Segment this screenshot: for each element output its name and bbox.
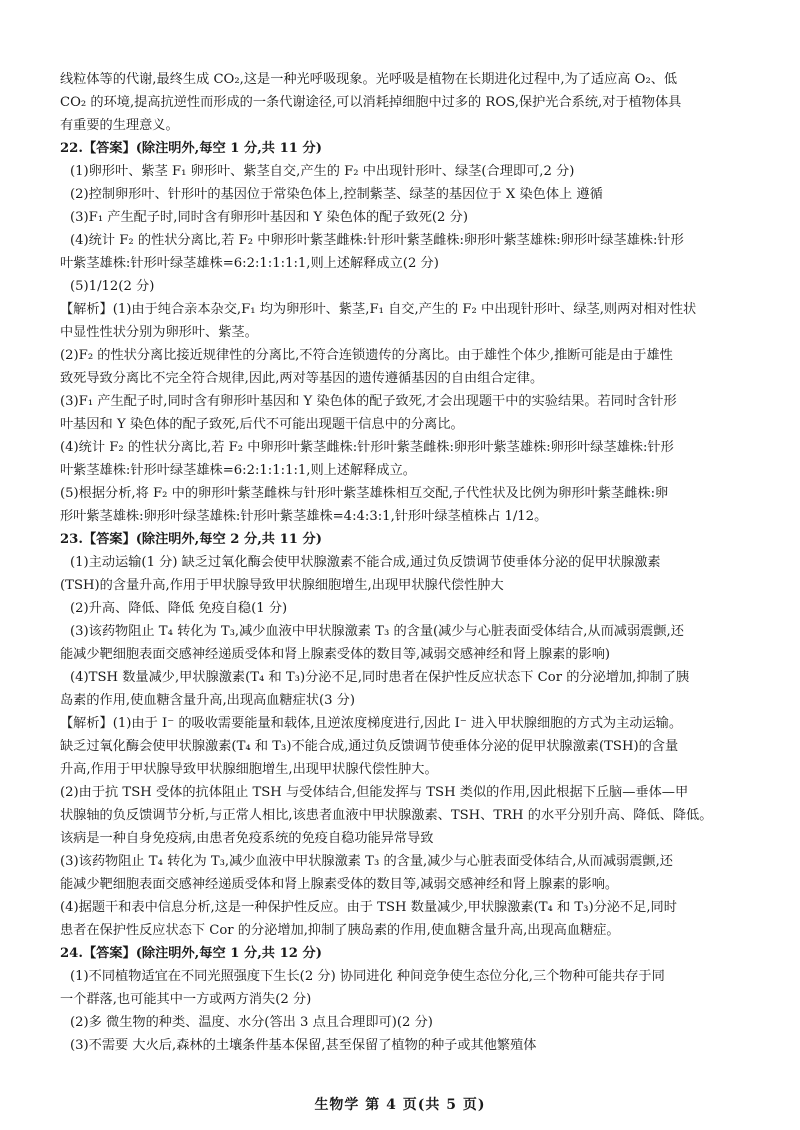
question-24-heading: 24.【答案】(除注明外,每空 1 分,共 12 分)	[60, 946, 322, 961]
analysis-line: 中显性性状分别为卵形叶、紫茎。	[60, 325, 258, 340]
answer-line: (3)F₁ 产生配子时,同时含有卵形叶基因和 Y 染色体的配子致死(2 分)	[70, 210, 468, 225]
answer-line: (3)该药物阻止 T₄ 转化为 T₃,减少血液中甲状腺激素 T₃ 的含量(减少与心脏表面受体结合,从而减弱震颤,还	[70, 624, 684, 639]
answer-line: 岛素的作用,使血糖含量升高,出现高血糖症状(3 分)	[60, 693, 356, 708]
answer-line: (2)多 微生物的种类、温度、水分(答出 3 点且合理即可)(2 分)	[70, 1015, 433, 1030]
analysis-line: 形叶紫茎雄株:卵形叶绿茎雄株:针形叶紫茎雄株=4:4:3:1,针形叶绿茎植株占 1/12。	[60, 509, 548, 524]
text-line: 有重要的生理意义。	[60, 118, 179, 133]
analysis-line: 患者在保护性反应状态下 Cor 的分泌增加,抑制了胰岛素的作用,使血糖含量升高,出现高血糖症。	[60, 923, 620, 938]
analysis-line: (3)该药物阻止 T₄ 转化为 T₃,减少血液中甲状腺激素 T₃ 的含量,减少与心脏表面受体结合,从而减弱震颤,还	[60, 854, 673, 869]
analysis-line: (4)统计 F₂ 的性状分离比,若 F₂ 中卵形叶紫茎雌株:针形叶紫茎雌株:卵形叶紫茎雄株:卵形叶绿茎雄株:针形	[60, 440, 674, 455]
answer-line: (1)卵形叶、紫茎 F₁ 卵形叶、紫茎自交,产生的 F₂ 中出现针形叶、绿茎(合理即可,2 分)	[70, 164, 575, 179]
answer-line: 一个群落,也可能其中一方或两方消失(2 分)	[60, 992, 312, 1007]
analysis-line: (2)由于抗 TSH 受体的抗体阻止 TSH 与受体结合,但能发挥与 TSH 类似的作用,因此根据下丘脑—垂体—甲	[60, 785, 689, 800]
answer-line: 能减少靶细胞表面交感神经递质受体和肾上腺素受体的数目等,减弱交感神经和肾上腺素的影响)	[60, 647, 611, 662]
analysis-line: 升高,作用于甲状腺导致甲状腺细胞增生,出现甲状腺代偿性肿大。	[60, 762, 438, 777]
answer-line: (4)TSH 数量减少,甲状腺激素(T₄ 和 T₃)分泌不足,同时患者在保护性反应状态下 Cor 的分泌增加,抑制了胰	[70, 670, 690, 685]
analysis-line: 致死导致分离比不完全符合规律,因此,两对等基因的遗传遵循基因的自由组合定律。	[60, 371, 544, 386]
answer-line: (4)统计 F₂ 的性状分离比,若 F₂ 中卵形叶紫茎雌株:针形叶紫茎雌株:卵形叶紫茎雄株:卵形叶绿茎雄株:针形	[70, 233, 684, 248]
analysis-line: (3)F₁ 产生配子时,同时含有卵形叶基因和 Y 染色体的配子致死,才会出现题干中的实验结果。若同时含针形	[60, 394, 677, 409]
text-line: 线粒体等的代谢,最终生成 CO₂,这是一种光呼吸现象。光呼吸是植物在长期进化过程中,为了适应高 O₂、低	[60, 72, 678, 87]
answer-line: (5)1/12(2 分)	[70, 279, 155, 294]
answer-line: (TSH)的含量升高,作用于甲状腺导致甲状腺细胞增生,出现甲状腺代偿性肿大	[60, 578, 504, 593]
analysis-line: (5)根据分析,将 F₂ 中的卵形叶紫茎雌株与针形叶紫茎雄株相互交配,子代性状及比例为卵形叶紫茎雌株:卵	[60, 486, 669, 501]
analysis-line: 叶基因和 Y 染色体的配子致死,后代不可能出现题干信息中的分离比。	[60, 417, 464, 432]
answer-line: (1)主动运输(1 分) 缺乏过氧化酶会使甲状腺激素不能合成,通过负反馈调节使垂体分泌的促甲状腺激素	[70, 555, 661, 570]
question-23-heading: 23.【答案】(除注明外,每空 2 分,共 11 分)	[60, 532, 322, 547]
analysis-line: 【解析】(1)由于纯合亲本杂交,F₁ 均为卵形叶、紫茎,F₁ 自交,产生的 F₂ 中出现针形叶、绿茎,则两对相对性状	[60, 302, 697, 317]
answer-line: (2)升高、降低、降低 免疫自稳(1 分)	[70, 601, 288, 616]
answer-line: 叶紫茎雄株:针形叶绿茎雄株=6:2:1:1:1:1,则上述解释成立(2 分)	[60, 256, 439, 271]
answer-line: (2)控制卵形叶、针形叶的基因位于常染色体上,控制紫茎、绿茎的基因位于 X 染色体上 遵循	[70, 187, 603, 202]
answer-line: (1)不同植物适宜在不同光照强度下生长(2 分) 协同进化 种间竞争使生态位分化,三个物种可能共存于同	[70, 969, 665, 984]
analysis-line: 叶紫茎雄株:针形叶绿茎雄株=6:2:1:1:1:1,则上述解释成立。	[60, 463, 416, 478]
analysis-line: 缺乏过氧化酶会使甲状腺激素(T₄ 和 T₃)不能合成,通过负反馈调节使垂体分泌的促甲状腺激素(TSH)的含量	[60, 739, 679, 754]
analysis-line: 该病是一种自身免疫病,由患者免疫系统的免疫自稳功能异常导致	[60, 831, 434, 846]
analysis-line: 【解析】(1)由于 I⁻ 的吸收需要能量和载体,且逆浓度梯度进行,因此 I⁻ 进入甲状腺细胞的方式为主动运输。	[60, 716, 683, 731]
analysis-line: (2)F₂ 的性状分离比接近规律性的分离比,不符合连锁遗传的分离比。由于雄性个体少,推断可能是由于雄性	[60, 348, 673, 363]
question-22-heading: 22.【答案】(除注明外,每空 1 分,共 11 分)	[60, 141, 322, 156]
text-line: CO₂ 的环境,提高抗逆性而形成的一条代谢途径,可以消耗掉细胞中过多的 ROS,保护光合系统,对于植物体具	[60, 95, 682, 110]
analysis-line: (4)据题干和表中信息分析,这是一种保护性反应。由于 TSH 数量减少,甲状腺激素(T₄ 和 T₃)分泌不足,同时	[60, 900, 677, 915]
analysis-line: 能减少靶细胞表面交感神经递质受体和肾上腺素受体的数目等,减弱交感神经和肾上腺素的影响。	[60, 877, 619, 892]
answer-page	[60, 68, 714, 1057]
page-footer: 生物学 第 4 页(共 5 页)	[314, 1097, 486, 1113]
answer-line: (3)不需要 大火后,森林的土壤条件基本保留,甚至保留了植物的种子或其他繁殖体	[70, 1038, 537, 1053]
analysis-line: 状腺轴的负反馈调节分析,与正常人相比,该患者血液中甲状腺激素、TSH、TRH 的水平分别升高、降低、降低。	[60, 808, 713, 823]
